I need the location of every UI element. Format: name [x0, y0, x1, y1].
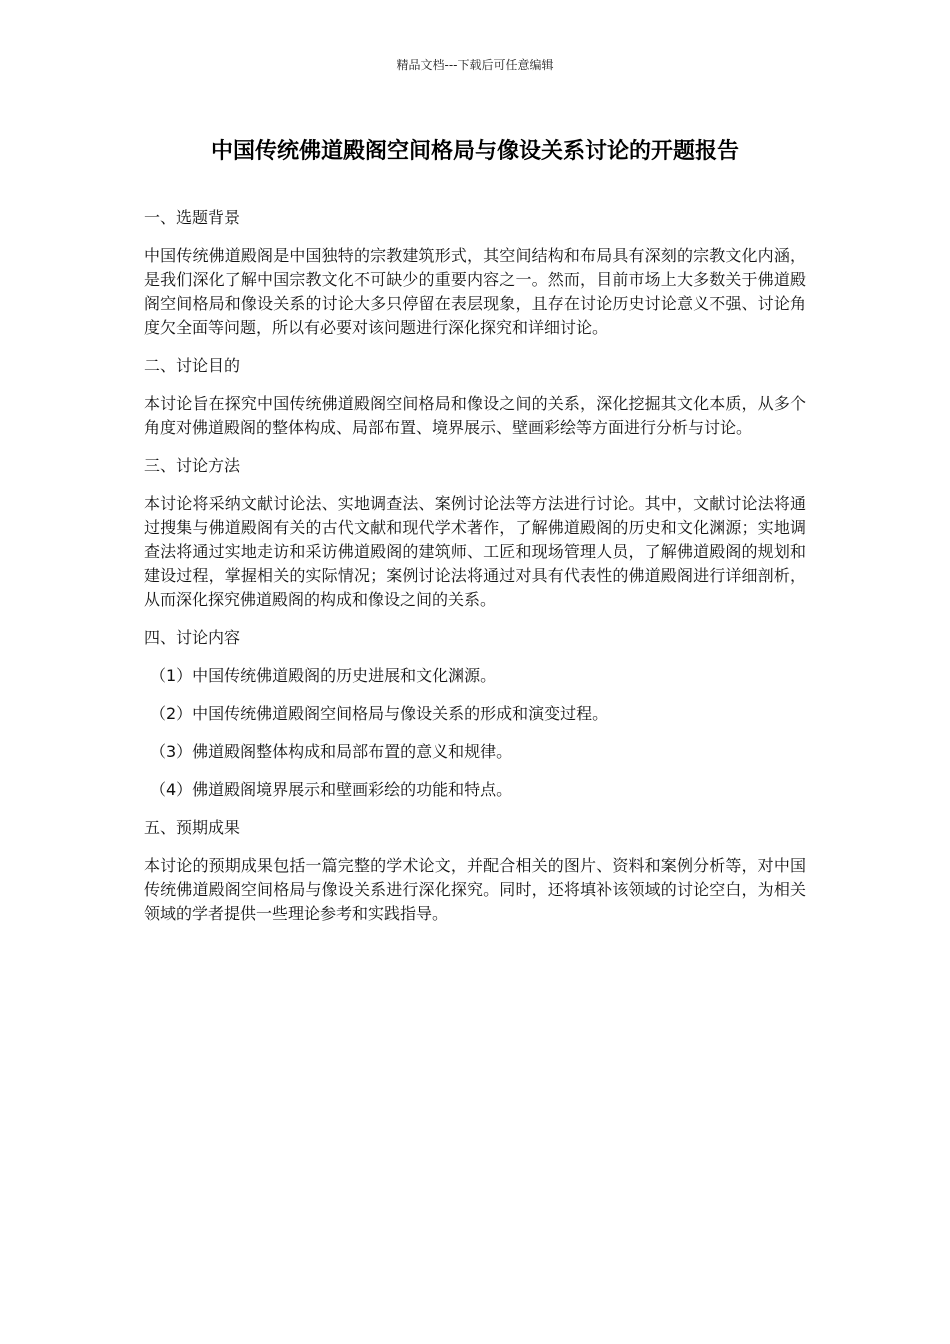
section-paragraph-methods: 本讨论将采纳文献讨论法、实地调查法、案例讨论法等方法进行讨论。其中，文献讨论法将通过搜集与佛道殿阁有关的古代文献和现代学术著作，了解佛道殿阁的历史和文化渊源；实地调查法将通过实地走访和采访佛道殿阁的建筑师、工匠和现场管理人员，了解佛道殿阁的规划和建设过程，掌握相关的实际情况；案例讨论法将通过对具有代表性的佛道殿阁进行详细剖析，从而深化探究佛道殿阁的构成和像设之间的关系。 — [144, 494, 806, 609]
document-body — [144, 206, 806, 940]
content-list-item: （4）佛道殿阁境界展示和壁画彩绘的功能和特点。 — [150, 780, 513, 799]
section-paragraph-expected-results: 本讨论的预期成果包括一篇完整的学术论文，并配合相关的图片、资料和案例分析等，对中国传统佛道殿阁空间格局与像设关系进行深化探究。同时，还将填补该领域的讨论空白，为相关领域的学者提供一些理论参考和实践指导。 — [144, 856, 806, 923]
section-heading-methods: 三、讨论方法 — [144, 456, 241, 475]
section-paragraph-background: 中国传统佛道殿阁是中国独特的宗教建筑形式，其空间结构和布局具有深刻的宗教文化内涵，是我们深化了解中国宗教文化不可缺少的重要内容之一。然而，目前市场上大多数关于佛道殿阁空间格局和像设关系的讨论大多只停留在表层现象，且存在讨论历史讨论意义不强、讨论角度欠全面等问题，所以有必要对该问题进行深化探究和详细讨论。 — [144, 246, 806, 337]
section-paragraph-purpose: 本讨论旨在探究中国传统佛道殿阁空间格局和像设之间的关系，深化挖掘其文化本质，从多个角度对佛道殿阁的整体构成、局部布置、境界展示、壁画彩绘等方面进行分析与讨论。 — [144, 394, 806, 437]
content-list-item: （3）佛道殿阁整体构成和局部布置的意义和规律。 — [150, 742, 513, 761]
section-heading-purpose: 二、讨论目的 — [144, 356, 241, 375]
document-title: 中国传统佛道殿阁空间格局与像设关系讨论的开题报告 — [210, 139, 739, 164]
section-heading-expected-results: 五、预期成果 — [144, 818, 241, 837]
section-heading-background: 一、选题背景 — [144, 208, 241, 227]
content-list-item: （2）中国传统佛道殿阁空间格局与像设关系的形成和演变过程。 — [150, 704, 609, 723]
section-heading-contents: 四、讨论内容 — [144, 628, 241, 647]
content-list-item: （1）中国传统佛道殿阁的历史进展和文化渊源。 — [150, 666, 497, 685]
page-header-watermark: 精品文档---下载后可任意编辑 — [396, 58, 554, 72]
